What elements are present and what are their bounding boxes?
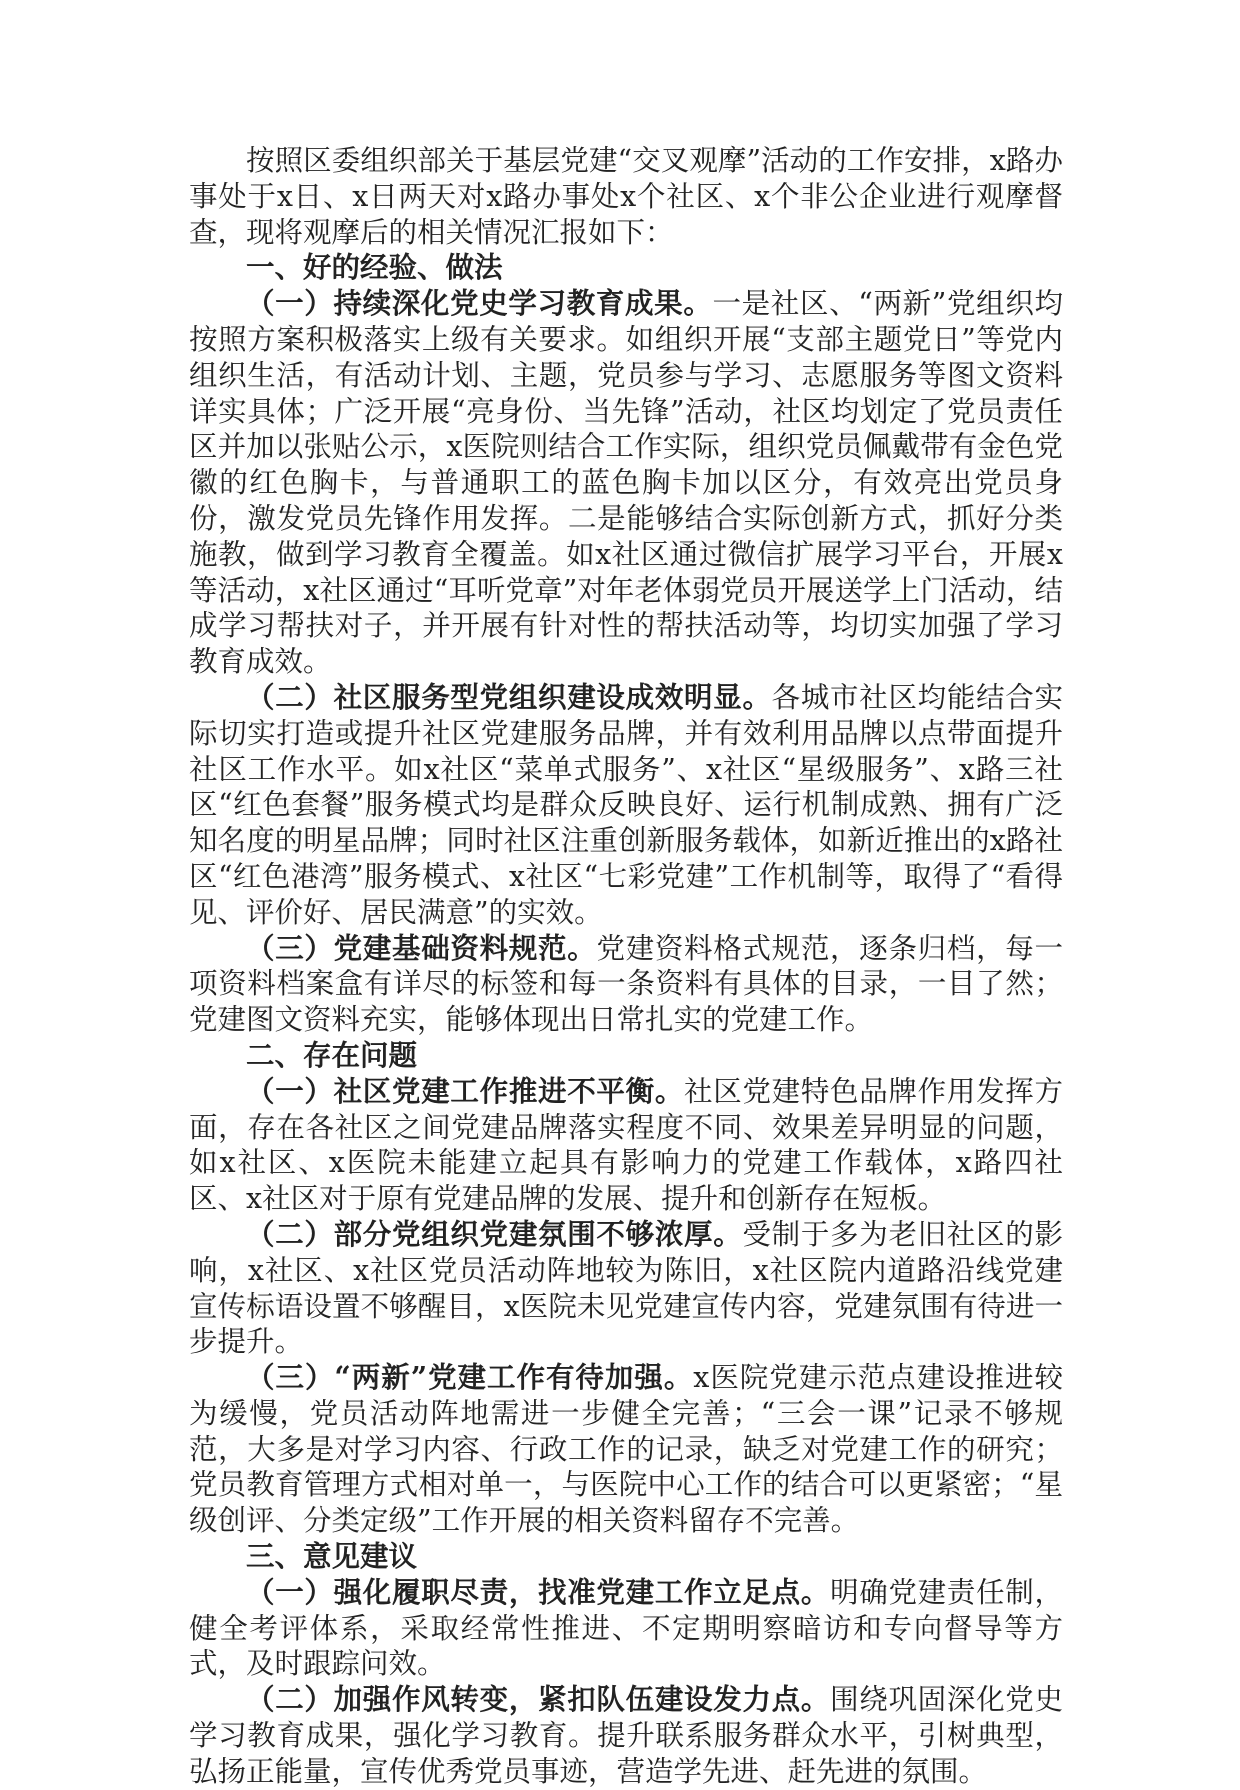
paragraph xyxy=(189,1682,1063,1789)
paragraph xyxy=(189,680,1063,931)
section-heading: 一、好的经验、做法 xyxy=(246,250,503,285)
paragraph-body: 受制于多为老旧社区的影响，x社区、x社区党员活动阵地较为陈旧，x社区院内道路沿线党建宣传标语设置不够醒目，x医院未见党建宣传内容，党建氛围有待进一步提升。 xyxy=(189,1217,1063,1359)
paragraph-body: 一是社区、“两新”党组织均按照方案积极落实上级有关要求。如组织开展“支部主题党日”等党内组织生活，有活动计划、主题，党员参与学习、志愿服务等图文资料详实具体；广泛开展“亮身份、当先锋”活动，社区均划定了党员责任区并加以张贴公示，x医院则结合工作实际，组织党员佩戴带有金色党徽的红色胸卡，与普通职工的蓝色胸卡加以区分，有效亮出党员身份，激发党员先锋作用发挥。二是能够结合实际创新方式，抓好分类施教，做到学习教育全覆盖。如x社区通过微信扩展学习平台，开展x等活动，x社区通过“耳听党章”对年老体弱党员开展送学上门活动，结成学习帮扶对子，并开展有针对性的帮扶活动等，均切实加强了学习教育成效。 xyxy=(189,287,1063,679)
paragraph-title: （三）“两新”党建工作有待加强。 xyxy=(246,1360,694,1395)
paragraph xyxy=(189,1217,1063,1360)
paragraph xyxy=(189,1575,1063,1682)
intro-paragraph: 按照区委组织部关于基层党建“交叉观摩”活动的工作安排，x路办事处于x日、x日两天对x路办事处x个社区、x个非公企业进行观摩督查，现将观摩后的相关情况汇报如下： xyxy=(189,144,1063,249)
paragraph-body: 社区党建特色品牌作用发挥方面，存在各社区之间党建品牌落实程度不同、效果差异明显的问题，如x社区、x医院未能建立起具有影响力的党建工作载体，x路四社区、x社区对于原有党建品牌的发展、提升和创新存在短板。 xyxy=(189,1074,1063,1216)
paragraph-title: （二）加强作风转变，紧扣队伍建设发力点。 xyxy=(246,1682,831,1717)
section-heading: 三、意见建议 xyxy=(246,1539,418,1574)
paragraph-body: 围绕巩固深化党史学习教育成果，强化学习教育。提升联系服务群众水平，引树典型，弘扬正能量，宣传优秀党员事迹，营造学先进、赶先进的氛围。 xyxy=(189,1683,1063,1788)
paragraph-title: （二）部分党组织党建氛围不够浓厚。 xyxy=(246,1216,743,1251)
paragraph xyxy=(189,1074,1063,1217)
paragraph xyxy=(189,286,1063,680)
section-heading: 二、存在问题 xyxy=(246,1037,418,1072)
paragraph-body: 明确党建责任制，健全考评体系，采取经常性推进、不定期明察暗访和专向督导等方式，及时跟踪问效。 xyxy=(189,1575,1063,1681)
paragraph-body: 各城市社区均能结合实际切实打造或提升社区党建服务品牌，并有效利用品牌以点带面提升社区工作水平。如x社区“菜单式服务”、x社区“星级服务”、x路三社区“红色套餐”服务模式均是群众反映良好、运行机制成熟、拥有广泛知名度的明星品牌；同时社区注重创新服务载体，如新近推出的x路社区“红色港湾”服务模式、x社区“七彩党建”工作机制等，取得了“看得见、评价好、居民满意”的实效。 xyxy=(189,680,1063,929)
paragraph xyxy=(189,1360,1063,1539)
paragraph-body: 党建资料格式规范，逐条归档，每一项资料档案盒有详尽的标签和每一条资料有具体的目录，一目了然；党建图文资料充实，能够体现出日常扎实的党建工作。 xyxy=(189,931,1063,1037)
paragraph-title: （二）社区服务型党组织建设成效明显。 xyxy=(246,679,772,714)
document-page xyxy=(189,143,1063,1790)
paragraph-body: x医院党建示范点建设推进较为缓慢，党员活动阵地需进一步健全完善；“三会一课”记录不够规范，大多是对学习内容、行政工作的记录，缺乏对党建工作的研究；党员教育管理方式相对单一，与医院中心工作的结合可以更紧密；“星级创评、分类定级”工作开展的相关资料留存不完善。 xyxy=(189,1361,1063,1538)
paragraph-title: （一）强化履职尽责，找准党建工作立足点。 xyxy=(246,1574,831,1609)
paragraph-title: （三）党建基础资料规范。 xyxy=(246,930,597,965)
paragraph-title: （一）社区党建工作推进不平衡。 xyxy=(246,1073,685,1108)
paragraph-title: （一）持续深化党史学习教育成果。 xyxy=(246,286,713,321)
paragraph xyxy=(189,931,1063,1038)
